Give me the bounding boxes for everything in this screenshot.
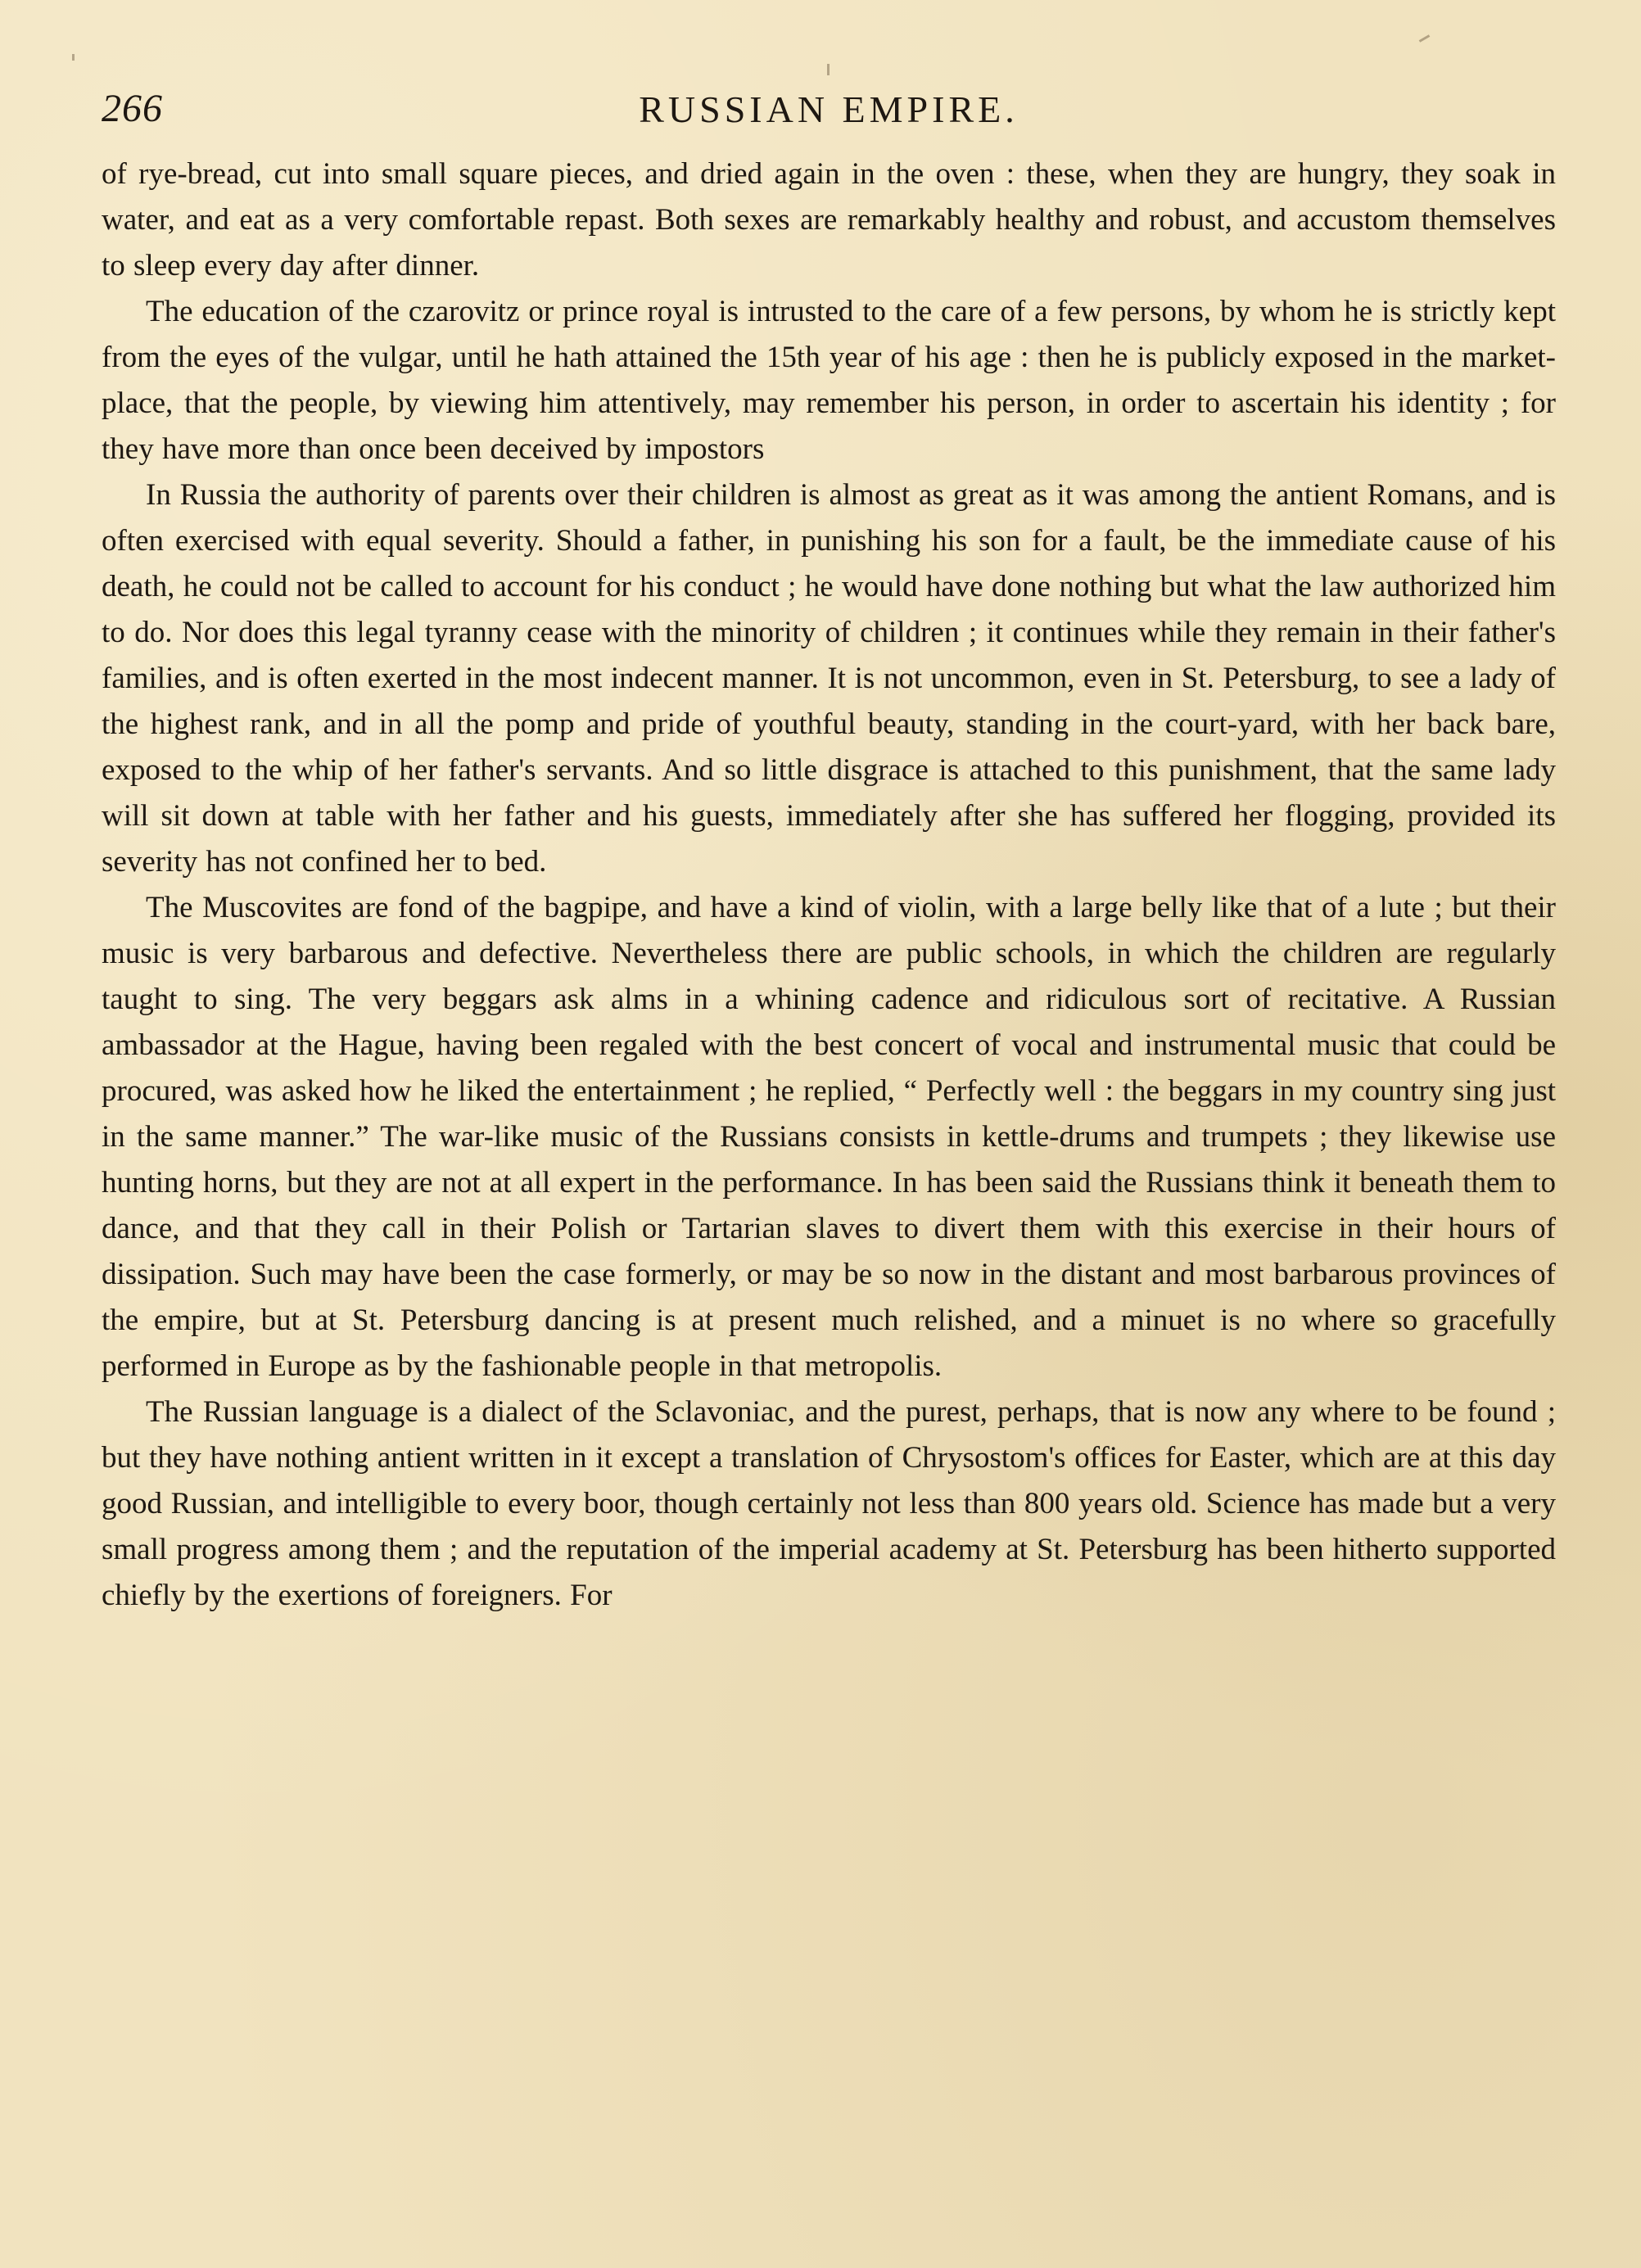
paper-fleck bbox=[72, 54, 75, 61]
running-title: RUSSIAN EMPIRE. bbox=[639, 88, 1019, 130]
book-page bbox=[102, 86, 1556, 1619]
paper-fleck bbox=[827, 64, 830, 75]
running-head bbox=[102, 86, 1556, 151]
paper-fleck bbox=[1419, 34, 1431, 43]
paragraph-czarovitz-education: The education of the czarovitz or prince royal is intrusted to the care of a few persons, by whom he is strictly kept from the eyes of the vulgar, until he hath attained the 15th year of his age : then he is publicly exposed in the market-place, that the people, by viewing him attentively, may remember his person, in order to ascertain his identity ; for they have more than once been deceived by impostors bbox=[102, 295, 1556, 466]
paragraph-parental-authority: In Russia the authority of parents over their children is almost as great as it was among the antient Romans, and is often exercised with equal severity. Should a father, in punishing his son for a fault, be the immediate cause of his death, he could not be called to account for his conduct ; he would have done nothing but what the law authorized him to do. Nor does this legal tyranny cease with the minority of children ; it continues while they remain in their father's families, and is often exerted in the most indecent manner. It is not uncommon, even in St. Petersburg, to see a lady of the highest rank, and in all the pomp and pride of youthful beauty, standing in the court-yard, with her back bare, exposed to the whip of her father's servants. And so little disgrace is attached to this punishment, that the same lady will sit down at table with her father and his guests, immediately after she has suffered her flogging, provided its severity has not confined her to bed. bbox=[102, 478, 1556, 879]
paragraph-russian-language: The Russian language is a dialect of the Sclavoniac, and the purest, perhaps, that is now any where to be found ; but they have nothing antient written in it except a translation of Chrysostom's offices for Easter, which are at this day good Russian, and intelligible to every boor, though certainly not less than 800 years old. Science has made but a very small progress among them ; and the reputation of the imperial academy at St. Petersburg has been hitherto supported chiefly by the exertions of foreigners. For bbox=[102, 1395, 1556, 1612]
paragraph-music-and-dance: The Muscovites are fond of the bagpipe, and have a kind of violin, with a large belly like that of a lute ; but their music is very barbarous and defective. Nevertheless there are public schools, in which the children are regularly taught to sing. The very beggars ask alms in a whining cadence and ridiculous sort of recitative. A Russian ambassador at the Hague, having been regaled with the best concert of vocal and instrumental music that could be procured, was asked how he liked the entertainment ; he replied, “ Perfectly well : the beggars in my country sing just in the same manner.” The war-like music of the Russians consists in kettle-drums and trumpets ; they likewise use hunting horns, but they are not at all expert in the performance. In has been said the Russians think it beneath them to dance, and that they call in their Polish or Tartarian slaves to divert them with this exercise in their hours of dissipation. Such may have been the case formerly, or may be so now in the distant and most barbarous provinces of the empire, but at St. Petersburg dancing is at present much relished, and a minuet is no where so gracefully performed in Europe as by the fashionable people in that metropolis. bbox=[102, 891, 1556, 1383]
paragraph-rye-bread: of rye-bread, cut into small square pieces, and dried again in the oven : these, when they are hungry, they soak in water, and eat as a very comfortable repast. Both sexes are remarkably healthy and robust, and accustom themselves to sleep every day after dinner. bbox=[102, 157, 1556, 282]
page-number: 266 bbox=[102, 87, 163, 130]
body-text bbox=[102, 151, 1556, 1619]
